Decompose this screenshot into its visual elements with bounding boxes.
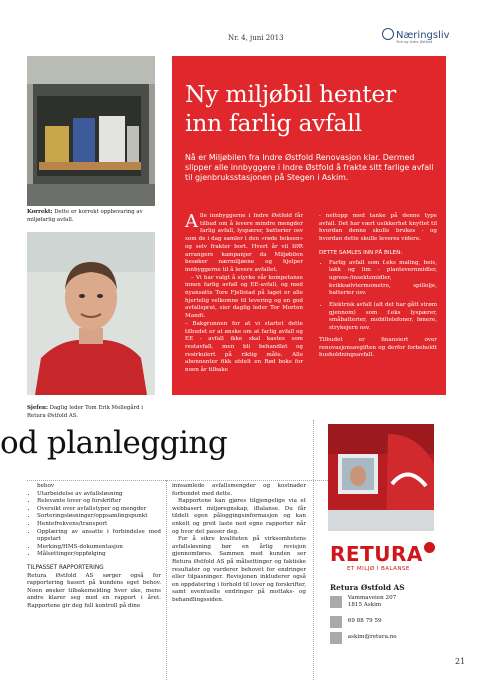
phone-icon [330,616,342,628]
left-bullet-list [27,491,161,559]
list-item: • Oversikt over avfallstyper og mengder [37,506,161,514]
list-item: • Elektrisk avfall (alt det har gått strøm gjennom) som f.eks lyspærer, småbatterier, mobiltelefoner, fønere, strykejern osv. [329,302,437,333]
col2-paragraph-2: Tilbudet er finansiert over renovasjonsavgiften og derfor forbeholdt husholdningsavfall. [319,336,437,359]
contact-address [330,595,396,609]
list-item: • Relevante lover og forskrifter [37,498,161,506]
left-lead: behov [37,483,55,489]
address-line-1: Vammaveien 207 [347,595,397,601]
caption-storage-bold: Korrekt: [27,209,53,215]
col2-heading: DETTE SAMLES INN PÅ BILEN: [319,249,403,256]
col2-bullet-list [319,260,437,333]
issue-label: Nr. 4, juni 2013 [228,34,284,42]
dropcap: A [185,211,198,232]
retura-company-name: Retura Østfold AS [330,583,405,592]
caption-portrait-bold: Sjefen: [27,405,48,411]
logo-icon [382,28,394,40]
list-item: • Farlig avfall som f.eks maling, beis, lakk og lim - plantevernmidler, ugress-/insektsmidler, kvikksølvtermometre, spillolje, batterier osv. [329,260,437,299]
contact-phone [330,616,382,628]
photo-truck [328,424,434,531]
photo-portrait [27,232,155,395]
mid-paragraph-2: Rapportene kan gjøres tilgjengelige via et webbasert miljøregnskap, iBalanse. Du får tildelt egen påloggingsinformasjon og kan enkelt og greit laste ned egne rapporter når og hvor det passer deg. [172,498,306,535]
col2-paragraph-1: - nettopp med tanke på denne type avfall. Det har vært usikkerhet knyttet til hvordan denne skulle brukes - og hvordan dette skulle leveres videre. [319,213,437,243]
list-item: • Merking/HMS-dokumentasjon [37,544,161,552]
retura-logo-text: RETURA [330,542,423,566]
article-lead: Nå er Miljøbilen fra Indre Østfold Renovasjon klar. Dermed slipper alle innbyggere i Indre Østfold å frakte sitt farlige avfall til gjenbruksstasjonen på Stegen i Askim. [185,153,434,183]
page-number: 21 [455,657,466,666]
contact-email [330,632,397,644]
article-headline: Ny miljøbil henter inn farlig avfall [185,80,396,137]
col1-paragraph-1: lle innbyggerne i Indre Østfold får tilbud om å levere mindre mengder farlig avfall, lyspærer, batterier osv som de i dag samler i den «røde boksen» og selv frakter bort. Hvert år vil IØR arrangere kampanjer da Miljøbilen besøker nærmiljøene og hjelper innbyggerne til å levere avfallet. [185,213,303,273]
mid-paragraph-3: For å sikre kvaliteten på virksomhetens avfallsløsning bør en årlig revisjon gjennomføres. Sammen med kunden ser Retura Østfold AS på målsettinger og faktiske resultater og vurderer behovet for endringer eller tilpasninger. Revisjonen inkluderer også en oppdatering i forhold til lover og forskrifter, samt eventuelle endringer på mottaks- og behandlingssiden. [172,536,306,603]
house-icon [330,596,342,608]
article-column-1 [185,213,303,375]
list-item: • Opplæring av ansatte i forbindelse med oppstart [37,529,161,544]
logo-text: Næringsliv [396,30,450,41]
caption-storage [27,208,157,224]
phone-number: 69 88 79 59 [347,618,382,625]
list-item: • Målsettinger/oppfølging [37,551,161,559]
publication-logo [382,28,450,44]
left-paragraph: Retura Østfold AS sørger også for rapportering basert på kundens eget behov. Noen ønsker tilbakemelding hver uke, mens andre klarer seg med en rapport i året. Rapportene gir deg full kontroll på dine [27,572,161,609]
column-divider [313,420,314,680]
list-item: • Utarbeidelse av avfallsløsning [37,491,161,499]
caption-portrait [27,404,159,420]
section-title: od planlegging [0,425,228,461]
section-column-middle [172,483,306,605]
email-icon [330,632,342,644]
retura-logo [330,542,435,566]
list-item: • Hentefrekvens/transport [37,521,161,529]
column-divider [166,480,167,680]
address-line-2: 1815 Askim [347,602,382,609]
mid-paragraph-1: innsamlede avfallsmengder og kostnader forbundet med dette. [172,483,306,497]
left-heading: TILPASSET RAPPORTERING [27,564,104,571]
list-item: • Sorteringsløsninger/oppsamlingspunkt [37,513,161,521]
email-address[interactable]: askim@retura.no [347,634,397,641]
retura-tagline: ET MILJØ I BALANSE [347,566,410,572]
photo-waste-storage [27,56,155,206]
logo-subtitle: Ytre og Indre Østfold [396,40,433,44]
article-column-2 [319,213,437,360]
col1-paragraph-3: – Bakgrunnen for at vi startet dette tilbudet er at ønske om at farlig avfall og EE - avfall ikke skal kastes som restavfall, men bli behandlet og resirkulert på riktig måte. Alle abonnenter fikk utdelt en Rød boks for noen år tilbake [185,320,303,374]
col1-paragraph-2: – Vi har valgt å styrke vår kompetanse innen farlig avfall og EE-avfall, og med nyansatte Tore Fjellstad på laget er alle hjertelig velkomne til levering og en god avfallsprat, sier daglig leder Tor Morten Mandt. [185,274,303,320]
caption-portrait-text: Daglig leder Tom Erik Mellegård i Retura Østfold AS. [27,405,144,419]
caption-storage-text: Dette er korrekt oppbevaring av miljøfarlig avfall. [27,209,143,223]
section-column-left [27,483,161,611]
retura-logo-icon [424,542,435,553]
